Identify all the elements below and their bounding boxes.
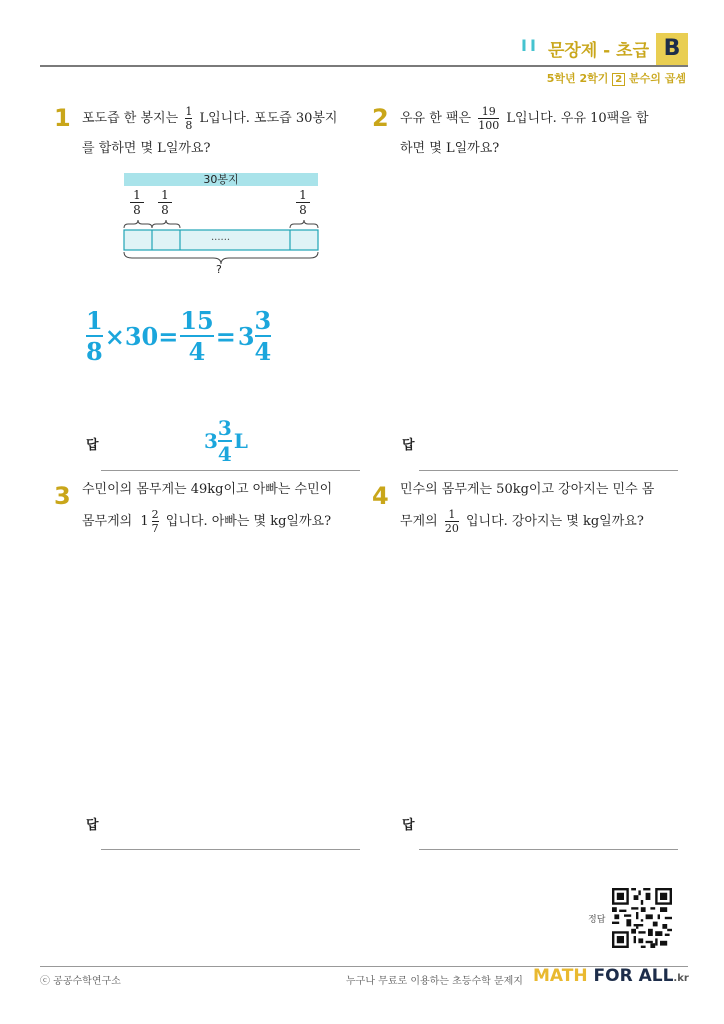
- header-divider: [40, 65, 688, 67]
- logo-math: MATH: [533, 966, 594, 986]
- problem-1-solution: [86, 306, 271, 366]
- solution-whole: 3: [237, 321, 255, 351]
- numerator: 2: [151, 508, 159, 521]
- unit-subtitle: [547, 70, 686, 86]
- problem-3-whole: 1: [140, 514, 149, 529]
- numerator: 19: [481, 105, 496, 118]
- diagram-dots: ......: [211, 232, 231, 243]
- problem-2-text: [400, 101, 680, 167]
- answer-fraction: 3 4: [217, 416, 232, 466]
- grade-label: 5학년 2학기: [546, 72, 609, 85]
- problem-2-text-c: 하면 몇 L일까요?: [400, 141, 500, 156]
- unit-number: 2: [612, 73, 625, 86]
- qr-label: 정답: [588, 915, 606, 925]
- problem-1-answer-line: [101, 470, 360, 471]
- problem-4-text: [400, 472, 680, 540]
- problem-1-fraction: [185, 105, 192, 132]
- header-marks: II: [521, 36, 539, 55]
- problem-4-fraction: [445, 508, 459, 535]
- diagram-fraction-1: [130, 188, 144, 217]
- answer-unit: L: [233, 429, 248, 453]
- footer-tagline: 누구나 무료로 이용하는 초등수학 문제지: [346, 976, 523, 987]
- denominator: 7: [151, 522, 159, 535]
- solution-frac-a: 1 8: [86, 306, 103, 366]
- problem-3-text: [82, 472, 362, 540]
- numerator: 1: [185, 105, 193, 118]
- numerator: 1: [299, 188, 307, 202]
- footer-copyright: ⓒ 공공수학연구소: [40, 976, 121, 987]
- level-badge: B: [656, 33, 688, 65]
- diagram-question: ?: [216, 263, 222, 276]
- problem-4-answer-label: 답: [402, 818, 415, 833]
- diagram-fraction-3: [296, 188, 310, 217]
- problem-1-answer[interactable]: [204, 416, 248, 466]
- denominator: 8: [299, 203, 307, 217]
- denominator: 8: [185, 119, 193, 132]
- problem-1-text-c: 를 합하면 몇 L일까요?: [82, 141, 211, 156]
- numerator: 1: [161, 188, 169, 202]
- problem-2-text-b: L입니다. 우유 10팩을 합: [506, 111, 649, 126]
- problem-2-text-a: 우유 한 팩은: [400, 111, 472, 126]
- denominator: 100: [478, 119, 500, 132]
- logo-kr: .kr: [673, 973, 689, 984]
- solution-frac-b: 15 4: [180, 306, 214, 366]
- denominator: 8: [161, 203, 169, 217]
- problem-1-answer-label: 답: [86, 438, 99, 453]
- solution-times: ×30=: [104, 321, 179, 351]
- qr-code-icon[interactable]: [612, 888, 672, 948]
- numerator: 1: [133, 188, 141, 202]
- problem-4-text-a: 민수의 몸무게는 50kg이고 강아지는 민수 몸: [400, 482, 655, 497]
- diagram-fraction-2: [158, 188, 172, 217]
- unit-label: 분수의 곱셈: [629, 72, 686, 85]
- problem-3-answer-label: 답: [86, 818, 99, 833]
- problem-1-text-b: L입니다. 포도즙 30봉지: [199, 111, 338, 126]
- solution-equals: =: [215, 321, 236, 351]
- denominator: 20: [444, 522, 459, 535]
- answer-whole: 3: [204, 429, 218, 453]
- problem-3-number: 3: [54, 482, 71, 510]
- problem-2-number: 2: [372, 104, 389, 132]
- worksheet-title: 문장제 - 초급: [548, 41, 650, 61]
- problem-3-text-b: 몸무게의: [82, 514, 133, 529]
- problem-4-number: 4: [372, 482, 389, 510]
- problem-2-answer-label: 답: [402, 438, 415, 453]
- problem-2-answer-line[interactable]: [419, 470, 678, 471]
- problem-3-fraction: [152, 508, 159, 535]
- problem-2-fraction: [478, 105, 499, 132]
- problem-4-text-b: 무게의: [400, 514, 438, 529]
- problem-3-text-c: 입니다. 아빠는 몇 kg일까요?: [165, 514, 332, 529]
- problem-1-text: [82, 101, 362, 167]
- solution-frac-c: 3 4: [254, 306, 272, 366]
- numerator: 1: [448, 508, 456, 521]
- logo-for-all: FOR ALL: [593, 966, 674, 986]
- problem-3-answer-line[interactable]: [101, 849, 360, 850]
- footer-logo[interactable]: [533, 966, 689, 986]
- problem-1-number: 1: [54, 104, 71, 132]
- problem-1-text-a: 포도즙 한 봉지는: [82, 111, 179, 126]
- problem-3-text-a: 수민이의 몸무게는 49kg이고 아빠는 수민이: [82, 482, 333, 497]
- problem-4-text-c: 입니다. 강아지는 몇 kg일까요?: [465, 514, 644, 529]
- problem-4-answer-line[interactable]: [419, 849, 678, 850]
- diagram-band-label: 30봉지: [124, 173, 318, 186]
- denominator: 8: [133, 203, 141, 217]
